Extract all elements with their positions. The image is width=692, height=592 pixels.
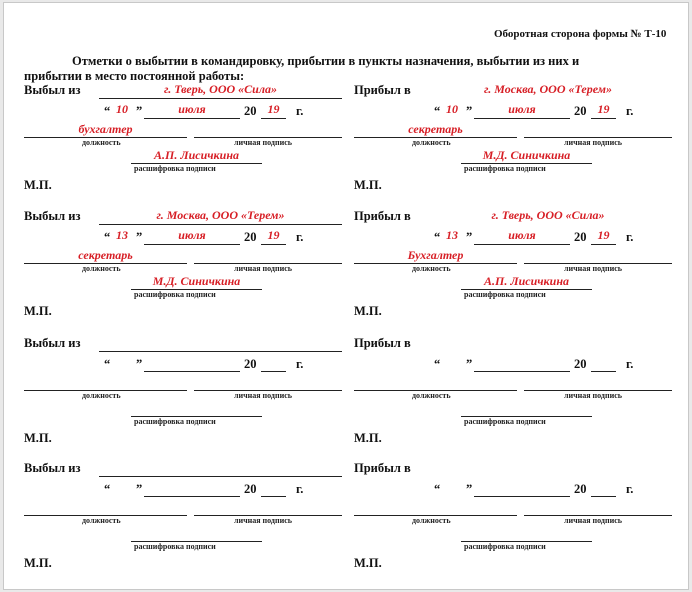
right-decoding-caption: расшифровка подписи <box>464 290 546 299</box>
left-place-value[interactable]: г. Москва, ООО «Терем» <box>156 208 285 222</box>
right-position-value[interactable]: секретарь <box>408 122 463 136</box>
heading-line-2: прибытии в место постоянной работы: <box>24 69 245 83</box>
right-arrived-label: Прибыл в <box>354 461 411 475</box>
left-month-line <box>144 496 240 497</box>
right-name-value[interactable]: А.П. Лисичкина <box>484 274 569 288</box>
right-close-quote: ” <box>466 104 473 118</box>
right-year-line <box>591 244 616 245</box>
left-year-prefix: 20 <box>244 482 257 496</box>
left-place-line <box>99 224 342 225</box>
left-day-value[interactable]: 13 <box>116 228 128 242</box>
right-stamp-label: М.П. <box>354 431 382 445</box>
left-month-value[interactable]: июля <box>178 228 206 242</box>
right-open-quote: “ <box>434 357 441 371</box>
right-open-quote: “ <box>434 230 441 244</box>
left-year-suffix: г. <box>296 357 304 371</box>
left-year-line <box>261 118 286 119</box>
right-position-caption: должность <box>412 391 451 400</box>
right-year-line <box>591 496 616 497</box>
left-year-value[interactable]: 19 <box>267 228 280 242</box>
left-month-line <box>144 371 240 372</box>
left-close-quote: ” <box>136 230 143 244</box>
right-decoding-caption: расшифровка подписи <box>464 542 546 551</box>
left-signature-caption: личная подпись <box>234 516 292 525</box>
right-signature-caption: личная подпись <box>564 391 622 400</box>
left-place-value[interactable]: г. Тверь, ООО «Сила» <box>163 82 278 96</box>
left-year-suffix: г. <box>296 482 304 496</box>
right-year-prefix: 20 <box>574 230 587 244</box>
heading-line-1: Отметки о выбытии в командировку, прибытии в пункты назначения, выбытии из них и <box>72 54 580 68</box>
left-year-prefix: 20 <box>244 104 257 118</box>
right-year-prefix: 20 <box>574 482 587 496</box>
right-arrived-label: Прибыл в <box>354 83 411 97</box>
left-departed-label: Выбыл из <box>24 83 81 97</box>
left-stamp-label: М.П. <box>24 556 52 570</box>
left-name-value[interactable]: А.П. Лисичкина <box>154 148 239 162</box>
right-place-value[interactable]: г. Тверь, ООО «Сила» <box>491 208 605 222</box>
left-departed-label: Выбыл из <box>24 209 81 223</box>
left-position-value[interactable]: секретарь <box>78 248 133 262</box>
left-year-suffix: г. <box>296 104 304 118</box>
right-month-line <box>474 244 570 245</box>
right-signature-caption: личная подпись <box>564 516 622 525</box>
left-day-value[interactable]: 10 <box>116 102 128 116</box>
right-position-caption: должность <box>412 516 451 525</box>
left-place-line <box>99 351 342 352</box>
right-decoding-caption: расшифровка подписи <box>464 417 546 426</box>
left-close-quote: ” <box>136 104 143 118</box>
left-stamp-label: М.П. <box>24 431 52 445</box>
right-arrived-label: Прибыл в <box>354 209 411 223</box>
left-year-value[interactable]: 19 <box>267 102 280 116</box>
left-month-line <box>144 244 240 245</box>
left-decoding-caption: расшифровка подписи <box>134 164 216 173</box>
right-month-value[interactable]: июля <box>508 228 536 242</box>
right-name-value[interactable]: М.Д. Синичкина <box>482 148 571 162</box>
left-position-caption: должность <box>82 391 121 400</box>
left-open-quote: “ <box>104 357 111 371</box>
left-year-line <box>261 244 286 245</box>
left-signature-caption: личная подпись <box>234 391 292 400</box>
left-place-line <box>99 476 342 477</box>
right-position-value[interactable]: Бухгалтер <box>407 248 464 262</box>
right-stamp-label: М.П. <box>354 178 382 192</box>
right-month-line <box>474 371 570 372</box>
left-position-caption: должность <box>82 264 121 273</box>
right-year-line <box>591 371 616 372</box>
right-close-quote: ” <box>466 357 473 371</box>
left-year-suffix: г. <box>296 230 304 244</box>
left-position-caption: должность <box>82 516 121 525</box>
left-year-line <box>261 496 286 497</box>
left-open-quote: “ <box>104 230 111 244</box>
left-position-caption: должность <box>82 138 121 147</box>
right-stamp-label: М.П. <box>354 556 382 570</box>
left-decoding-caption: расшифровка подписи <box>134 542 216 551</box>
right-signature-caption: личная подпись <box>564 264 622 273</box>
right-stamp-label: М.П. <box>354 304 382 318</box>
right-signature-caption: личная подпись <box>564 138 622 147</box>
right-year-prefix: 20 <box>574 104 587 118</box>
right-year-suffix: г. <box>626 104 634 118</box>
right-year-suffix: г. <box>626 482 634 496</box>
right-month-value[interactable]: июля <box>508 102 536 116</box>
right-open-quote: “ <box>434 482 441 496</box>
right-month-line <box>474 496 570 497</box>
left-year-prefix: 20 <box>244 357 257 371</box>
right-year-value[interactable]: 19 <box>597 102 610 116</box>
left-month-line <box>144 118 240 119</box>
left-close-quote: ” <box>136 357 143 371</box>
right-place-value[interactable]: г. Москва, ООО «Терем» <box>484 82 612 96</box>
left-name-value[interactable]: М.Д. Синичкина <box>152 274 241 288</box>
left-decoding-caption: расшифровка подписи <box>134 290 216 299</box>
right-year-line <box>591 118 616 119</box>
right-year-prefix: 20 <box>574 357 587 371</box>
left-open-quote: “ <box>104 104 111 118</box>
right-arrived-label: Прибыл в <box>354 336 411 350</box>
left-place-line <box>99 98 342 99</box>
right-year-suffix: г. <box>626 357 634 371</box>
left-position-value[interactable]: бухгалтер <box>78 122 133 136</box>
right-month-line <box>474 118 570 119</box>
left-stamp-label: М.П. <box>24 178 52 192</box>
right-position-caption: должность <box>412 264 451 273</box>
right-day-value[interactable]: 13 <box>446 228 458 242</box>
left-signature-caption: личная подпись <box>234 264 292 273</box>
right-position-caption: должность <box>412 138 451 147</box>
right-day-value[interactable]: 10 <box>446 102 458 116</box>
left-year-prefix: 20 <box>244 230 257 244</box>
form-reference: Оборотная сторона формы № Т-10 <box>494 28 667 40</box>
right-decoding-caption: расшифровка подписи <box>464 164 546 173</box>
left-close-quote: ” <box>136 482 143 496</box>
right-year-suffix: г. <box>626 230 634 244</box>
left-year-line <box>261 371 286 372</box>
left-departed-label: Выбыл из <box>24 336 81 350</box>
right-year-value[interactable]: 19 <box>597 228 610 242</box>
form-t10-reverse-page <box>3 2 689 590</box>
right-open-quote: “ <box>434 104 441 118</box>
right-close-quote: ” <box>466 230 473 244</box>
left-departed-label: Выбыл из <box>24 461 81 475</box>
left-stamp-label: М.П. <box>24 304 52 318</box>
left-decoding-caption: расшифровка подписи <box>134 417 216 426</box>
left-signature-caption: личная подпись <box>234 138 292 147</box>
left-open-quote: “ <box>104 482 111 496</box>
left-month-value[interactable]: июля <box>178 102 206 116</box>
right-close-quote: ” <box>466 482 473 496</box>
